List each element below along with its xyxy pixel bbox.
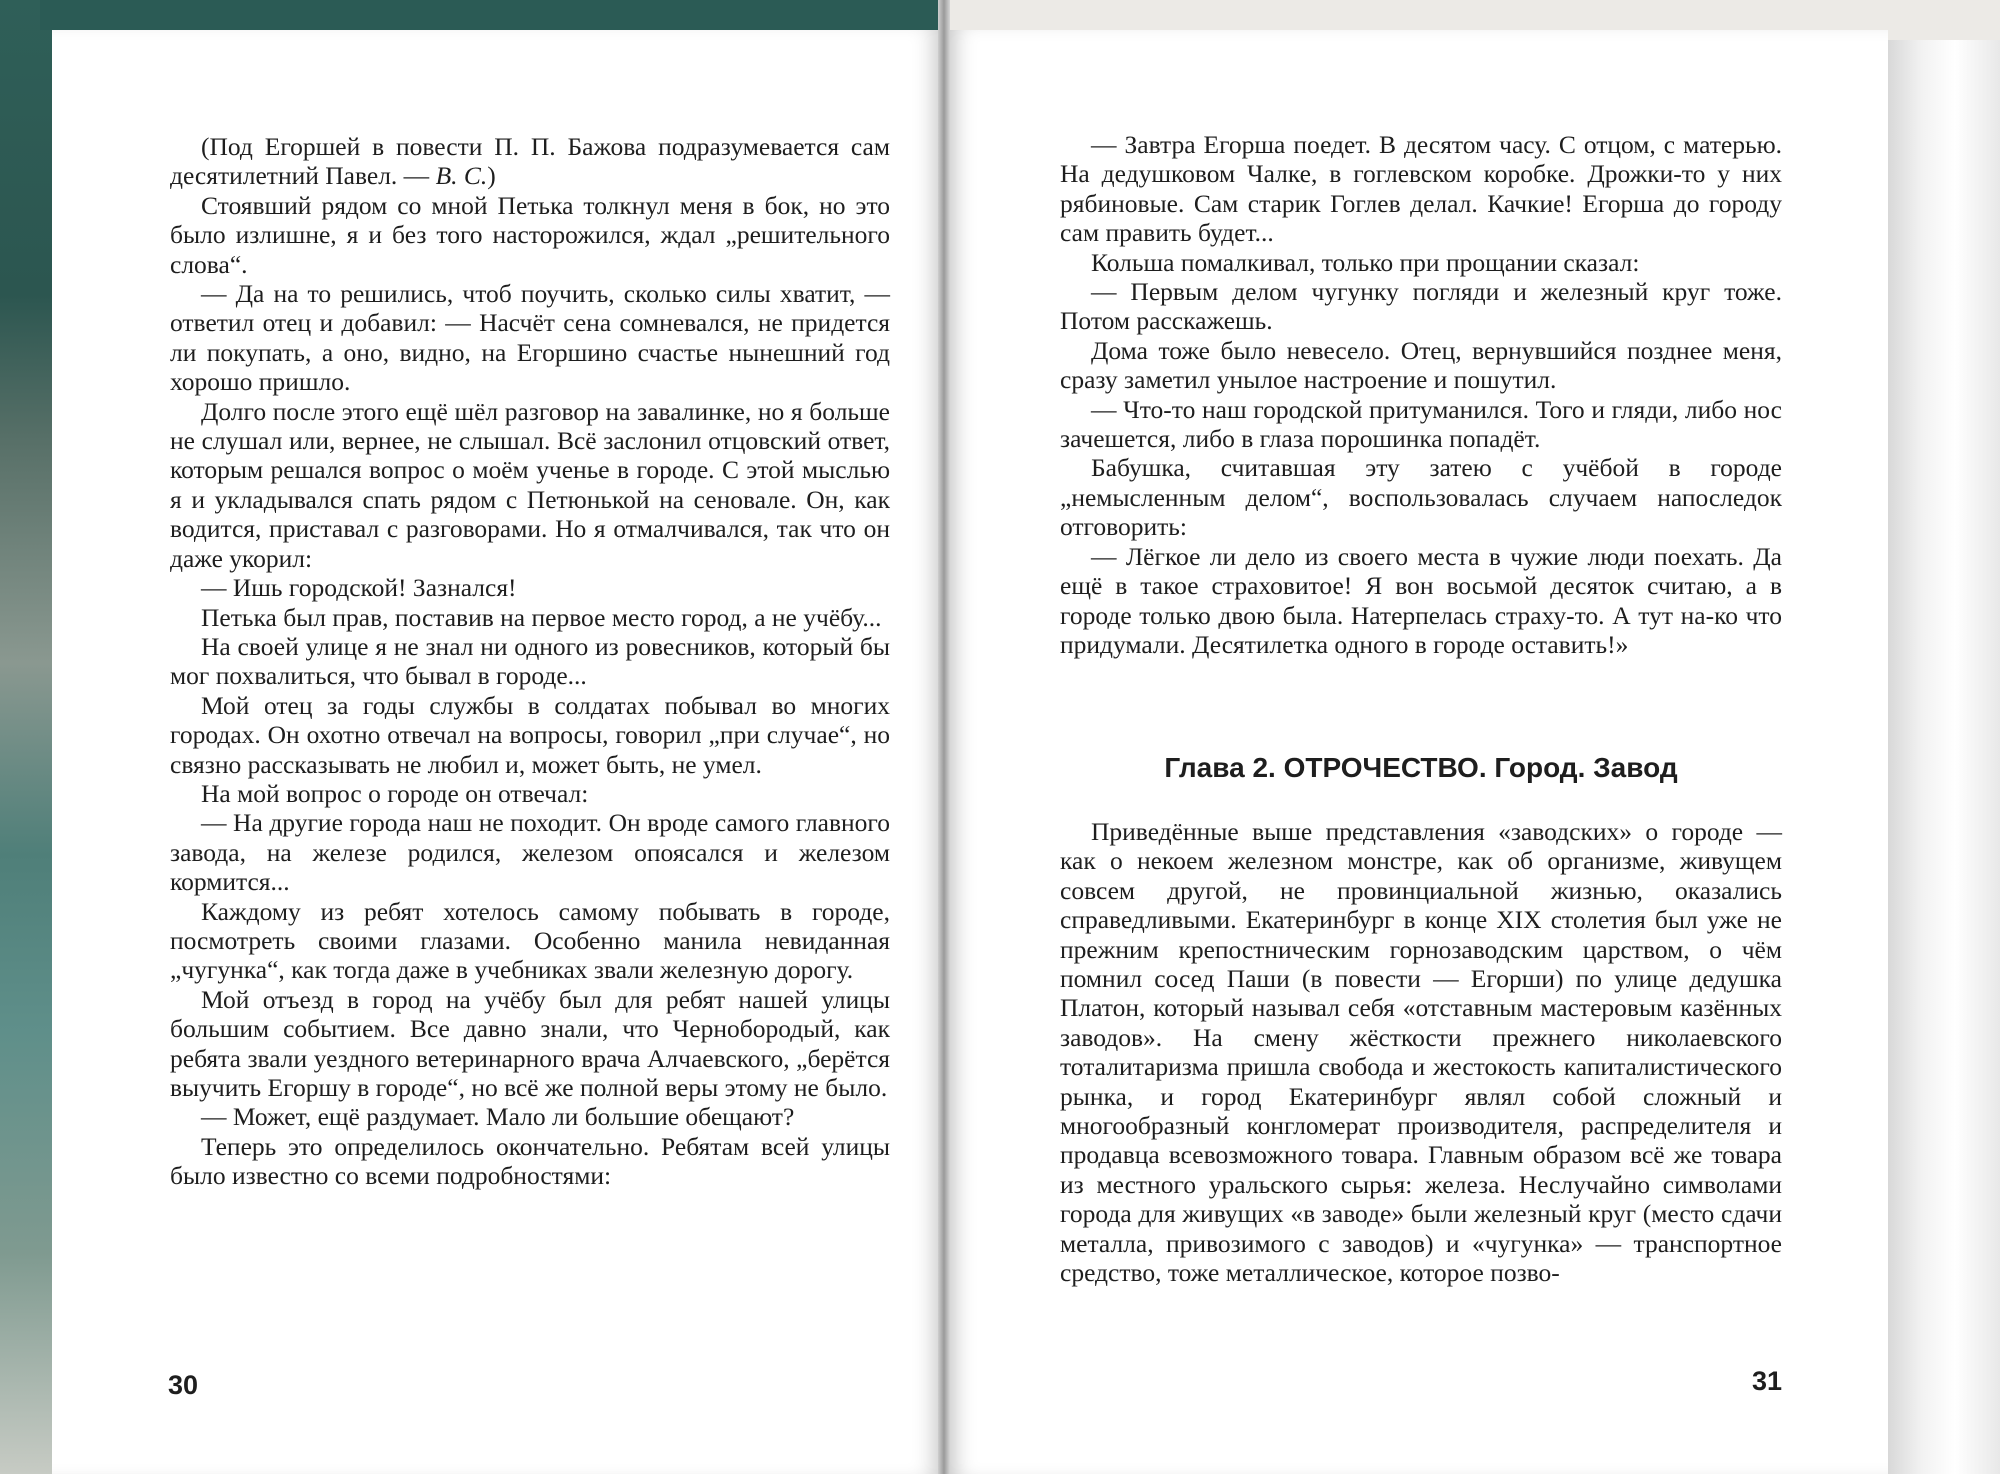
paragraph: Мой отец за годы службы в солдатах побывал во многих городах. Он охотно отвечал на вопросы, говорил „при случае“, но связно рассказывать не любил и, может быть, не умел. [170, 690, 890, 779]
paragraph: — Первым делом чугунку погляди и железный круг тоже. Потом расскажешь. [1060, 277, 1782, 336]
paragraph: — На другие города наш не походит. Он вроде самого главного завода, на железе родился, железом опоясался и железом кормится... [170, 808, 890, 897]
page-number-right: 31 [1752, 1366, 1783, 1396]
paragraph: — Завтра Егорша поедет. В десятом часу. С отцом, с матерью. На дедушковом Чалке, в гоглевском коробке. Дрожки-то у них рябиновые. Сам старик Гоглев делал. Качкие! Егорша до городу сам править будет... [1060, 130, 1782, 248]
paragraph: Кольша помалкивал, только при прощании сказал: [1091, 247, 1640, 277]
paragraph: Петька был прав, поставив на первое место город, а не учёбу... [201, 602, 882, 632]
chapter-heading: Глава 2. ОТРОЧЕСТВО. Город. Завод [1164, 752, 1678, 783]
paragraph: — Что-то наш городской притуманился. Того и гляди, либо нос зачешется, либо в глаза порошинка попадёт. [1060, 394, 1782, 454]
paragraph: Бабушка, считавшая эту затею с учёбой в городе „немысленным делом“, воспользовалась случаем напоследок отговорить: [1060, 453, 1782, 542]
right-page-text [1060, 130, 1782, 659]
paragraph: — Да на то решились, чтоб поучить, сколько силы хватит, — ответил отец и добавил: — Насчёт сена сомневался, не придется ли покупать, а оно, видно, на Егоршино счастье нынешний год хорошо пришло. [170, 279, 890, 397]
author-initials: В. С. [435, 161, 488, 191]
left-page-text [170, 132, 890, 1191]
paragraph: Приведённые выше представления «заводских» о городе — как о некоем железном монстре, как об организме, живущем совсем другой, не провинциальной жизнью, оказались справедливыми. Екатеринбург в конце XIX столетия был уже не прежним крепостническим горнозаводским царством, о чём помнил сосед Паши (в повести — Егорши) по улице дедушка Платон, который называл себя «отставным мастеровым казённых заводов». На смену жёсткости прежнего николаевского тоталитаризма пришла свобода и жестокость капиталистического рынка, и город Екатеринбург являл собой сложный и многообразный конгломерат производителя, распределителя и продавца всевозможного товара. Главным образом всё же товара из местного уральского сырья: железа. Неслучайно символами города для живущих «в заводе» были железный круг (место сдачи металла, привозимого с заводов) и «чугунка» — транспортное средство, тоже металлическое, которое позво- [1060, 817, 1782, 1288]
paragraph: — Лёгкое ли дело из своего места в чужие люди поехать. Да ещё в такое страховитое! Я вон восьмой десяток считаю, а в городе только двою была. Натерпелась страху-то. А тут на-ко что придумали. Десятилетка одного в городе оставить!» [1060, 541, 1782, 659]
paragraph: На своей улице я не знал ни одного из ровесников, который бы мог похвалиться, что бывал в городе... [170, 631, 890, 691]
paragraph: Теперь это определилось окончательно. Ребятам всей улицы было известно со всеми подробностями: [170, 1131, 890, 1191]
paragraph: — Может, ещё раздумает. Мало ли большие обещают? [201, 1102, 795, 1132]
paragraph: (Под Егоршей в повести П. П. Бажова подразумевается сам десятилетний Павел. — В. С.) [170, 132, 890, 191]
paragraph: Мой отъезд в город на учёбу был для ребят нашей улицы большим событием. Все давно знали, что Чернобородый, как ребята звали уездного ветеринарного врача Алчаевского, „берётся выучить Егоршу в городе“, но всё же полной веры этому не было. [170, 984, 890, 1102]
book-gutter [938, 0, 950, 1474]
page-number-left: 30 [168, 1370, 199, 1400]
paragraph: Каждому из ребят хотелось самому побывать в городе, посмотреть своими глазами. Особенно манила невиданная „чугунка“, как тогда даже в учебниках звали железную дорогу. [170, 896, 890, 985]
book-cover-right-edge [1888, 40, 2000, 1474]
paragraph: Дома тоже было невесело. Отец, вернувшийся позднее меня, сразу заметил унылое настроение и пошутил. [1060, 335, 1782, 395]
paragraph: Долго после этого ещё шёл разговор на завалинке, но я больше не слушал или, вернее, не слышал. Всё заслонил отцовский ответ, которым решался вопрос о моём ученье в городе. С этой мыслью я и укладывался спать рядом с Петюнькой на сеновале. Он, как водится, приставал с разговорами. Но я отмалчивался, так что он даже укорил: [170, 396, 890, 573]
book-cover-left-edge [0, 0, 60, 1474]
paragraph: Стоявший рядом со мной Петька толкнул меня в бок, но это было излишне, я и без того насторожился, ждал „решительного слова“. [170, 190, 890, 279]
book-cover-top-edge [40, 0, 940, 30]
paragraph: — Ишь городской! Зазнался! [201, 573, 517, 603]
paragraph: На мой вопрос о городе он отвечал: [201, 778, 589, 808]
chapter-text [1060, 817, 1782, 1288]
